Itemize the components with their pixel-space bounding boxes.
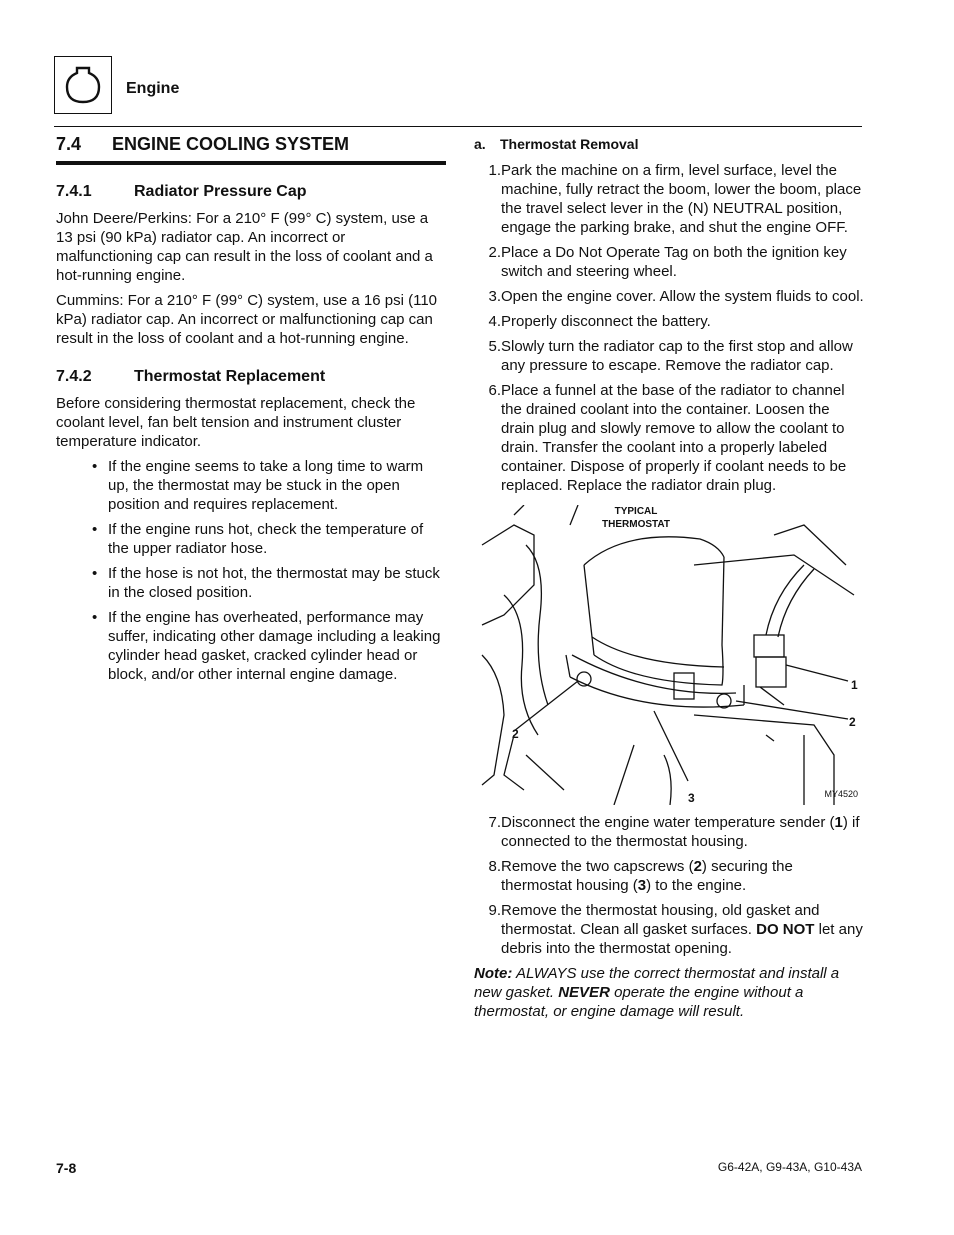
list-item: 3. Open the engine cover. Allow the system fluids to cool. [488, 288, 864, 305]
section-title: ENGINE COOLING SYSTEM [112, 134, 350, 154]
procedure-label: a. [474, 136, 486, 152]
list-item: 5. Slowly turn the radiator cap to the first stop and allow any pressure to escape. Remove the radiator cap. [488, 338, 853, 374]
subsection-title: Radiator Pressure Cap [134, 183, 307, 200]
callout-2-right: 2 [849, 715, 856, 729]
procedure-title: Thermostat Removal [500, 136, 639, 152]
figure-caption: TYPICAL THERMOSTAT [602, 506, 670, 530]
list-item: • If the engine seems to take a long time to warm up, the thermostat may be stuck in the open position and requires replacement. [92, 458, 424, 513]
removal-steps-list [474, 161, 864, 495]
list-item: 6. Place a funnel at the base of the radiator to channel the drained coolant into the container. Loosen the drain plug and slowly remove to allow the coolant to drain. Transfer the coolant into a properly labeled container. Dispose of properly if coolant needs to be replaced. Replace the radiator drain plug. [488, 382, 847, 494]
callout-2-left: 2 [512, 727, 519, 741]
radiator-cap-heading [56, 183, 446, 201]
section-heading [56, 134, 446, 165]
engine-section-icon [54, 56, 112, 114]
symptom-bullet-list [56, 457, 446, 684]
model-numbers: G6-42A, G9-43A, G10-43A [717, 1160, 862, 1174]
section-header-title: Engine [126, 80, 180, 97]
thermostat-intro-paragraph: Before considering thermostat replacement, check the coolant level, fan belt tension and instrument cluster temperature indicator. [56, 395, 416, 450]
list-item: 9. Remove the thermostat housing, old gasket and thermostat. Clean all gasket surfaces. DO NOT let any debris into the thermostat opening. [488, 902, 863, 957]
thermostat-replacement-heading [56, 368, 446, 386]
radiator-cap-cummins-paragraph: Cummins: For a 210° F (99° C) system, use a 16 psi (110 kPa) radiator cap. An incorrect or malfunctioning cap can result in the loss of coolant and a hot-running engine. [56, 292, 438, 347]
figure-id: MY4520 [824, 789, 858, 799]
callout-3: 3 [688, 791, 695, 805]
caution-note: Note: ALWAYS use the correct thermostat and install a new gasket. NEVER operate the engine without a thermostat, or engine damage will result. [474, 965, 840, 1020]
thermostat-figure [474, 505, 864, 805]
list-item: • If the hose is not hot, the thermostat may be stuck in the closed position. [92, 565, 440, 601]
left-column [56, 134, 446, 690]
radiator-cap-deere-paragraph: John Deere/Perkins: For a 210° F (99° C) system, use a 13 psi (90 kPa) radiator cap. An incorrect or malfunctioning cap can result in the loss of coolant and a hot-running engine. [56, 210, 433, 284]
subsection-number: 7.4.2 [56, 368, 92, 385]
list-item: 8. Remove the two capscrews (2) securing the thermostat housing (3) to the engine. [488, 858, 793, 894]
header-divider [54, 126, 862, 127]
list-item: 1. Park the machine on a firm, level surface, level the machine, fully retract the boom, lower the boom, place the travel select lever in the (N) NEUTRAL position, engage the parking brake, and shut the engine OFF. [488, 162, 862, 236]
callout-1: 1 [851, 678, 858, 692]
page-number: 7-8 [56, 1160, 77, 1176]
section-number: 7.4 [56, 134, 82, 154]
list-item: • If the engine has overheated, performance may suffer, indicating other damage including a leaking cylinder head gasket, cracked cylinder head or block, and/or other internal engine damage. [92, 609, 441, 683]
list-item: 4. Properly disconnect the battery. [488, 313, 711, 330]
list-item: 7. Disconnect the engine water temperature sender (1) if connected to the thermostat housing. [488, 814, 860, 850]
right-column [474, 134, 864, 1021]
procedure-heading [474, 136, 864, 152]
list-item: 2. Place a Do Not Operate Tag on both the ignition key switch and steering wheel. [488, 244, 847, 280]
subsection-number: 7.4.1 [56, 183, 92, 200]
removal-steps-list-continued [474, 813, 864, 958]
subsection-title: Thermostat Replacement [134, 368, 326, 385]
list-item: • If the engine runs hot, check the temperature of the upper radiator hose. [92, 521, 424, 557]
thermostat-illustration [474, 505, 864, 805]
